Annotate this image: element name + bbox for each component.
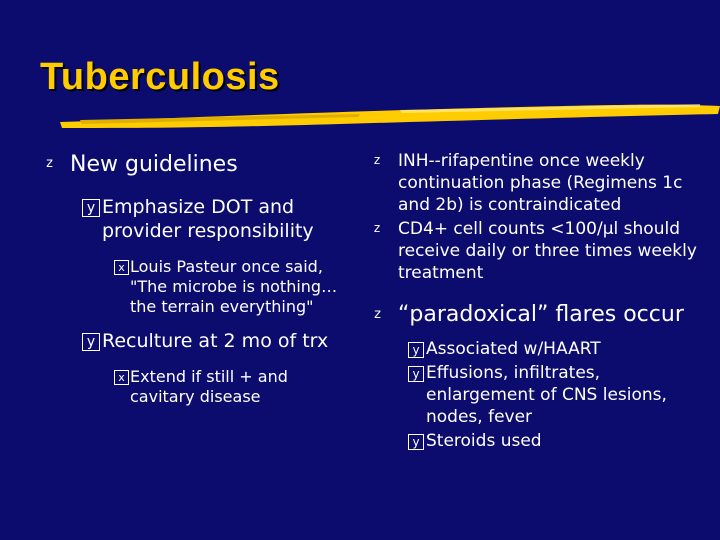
bullet-text: Extend if still + and cavitary disease bbox=[130, 367, 288, 406]
bullet-icon: z bbox=[374, 307, 381, 322]
bullet-effusions bbox=[370, 362, 700, 428]
bullet-icon: y bbox=[82, 199, 100, 217]
bullet-text: CD4+ cell counts <100/µl should receive daily or three times weekly treatment bbox=[398, 219, 697, 283]
left-column bbox=[42, 152, 342, 419]
bullet-icon: y bbox=[408, 366, 424, 382]
bullet-icon: x bbox=[114, 260, 129, 275]
bullet-icon: z bbox=[46, 156, 53, 171]
bullet-text: Steroids used bbox=[426, 431, 542, 451]
bullet-inh-rifapentine bbox=[370, 150, 700, 216]
bullet-text: INH--rifapentine once weekly continuation phase (Regimens 1c and 2b) is contraindicated bbox=[398, 151, 683, 215]
bullet-haart bbox=[370, 338, 700, 360]
bullet-icon: z bbox=[373, 153, 381, 167]
bullet-text: Louis Pasteur once said, "The microbe is nothing…the terrain everything" bbox=[130, 257, 338, 316]
bullet-icon: y bbox=[82, 333, 100, 351]
title-underline-brushstroke bbox=[60, 98, 720, 132]
bullet-new-guidelines bbox=[42, 152, 342, 177]
bullet-text: Effusions, infiltrates, enlargement of CNS lesions, nodes, fever bbox=[426, 363, 667, 427]
bullet-reculture bbox=[42, 329, 342, 353]
right-column bbox=[370, 150, 700, 454]
bullet-paradoxical-flares bbox=[370, 302, 700, 328]
bullet-text: Associated w/HAART bbox=[426, 339, 601, 359]
bullet-icon: z bbox=[373, 221, 381, 235]
bullet-cd4 bbox=[370, 218, 700, 284]
bullet-icon: y bbox=[408, 342, 424, 358]
bullet-text: Emphasize DOT and provider responsibility bbox=[102, 196, 314, 242]
bullet-text: New guidelines bbox=[70, 152, 238, 177]
bullet-extend bbox=[42, 367, 342, 407]
bullet-text: Reculture at 2 mo of trx bbox=[102, 330, 329, 352]
bullet-steroids bbox=[370, 430, 700, 452]
bullet-icon: x bbox=[114, 370, 129, 385]
slide-title: Tuberculosis bbox=[40, 56, 280, 98]
bullet-text: “paradoxical” flares occur bbox=[398, 302, 684, 327]
bullet-pasteur-quote bbox=[42, 257, 342, 317]
bullet-icon: y bbox=[408, 434, 424, 450]
bullet-emphasize-dot bbox=[42, 195, 342, 243]
